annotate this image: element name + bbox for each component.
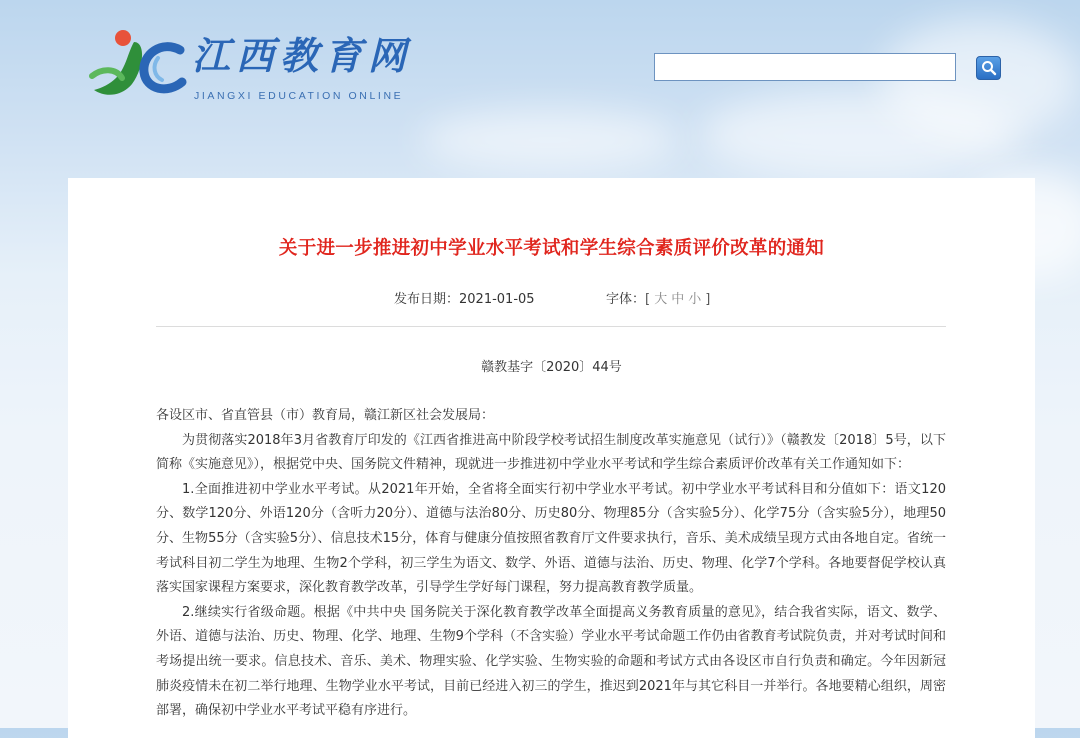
article-paragraph: 2.继续实行省级命题。根据《中共中央 国务院关于深化教育教学改革全面提高义务教育质量的意见》，结合我省实际，语文、数学、外语、道德与法治、历史、物理、化学、地理、生物9个学科（不含实验）学业水平考试命题工作仍由省教育考试院负责，并对考试时间和考场提出统一要求。信息技术、音乐、美术、物理实验、化学实验、生物实验的命题和考试方式由各设区市自行负责和确定。今年因新冠肺炎疫情未在初二举行地理、生物学业水平考试，目前已经进入初三的学生，推迟到2021年与其它科目一并举行。各地要精心组织，周密部署，确保初中学业水平考试平稳有序进行。 [156, 604, 946, 719]
search-input[interactable] [654, 53, 956, 81]
search-button[interactable] [976, 56, 1001, 80]
article-paragraph: 1.全面推进初中学业水平考试。从2021年开始，全省将全面实行初中学业水平考试。初中学业水平考试科目和分值如下：语文120分、数学120分、外语120分（含听力20分）、道德与法治80分、历史80分、物理85分（含实验5分）、化学75分（含实验5分），地理50分、生物55分（含实验5分）、信息技术15分，体育与健康分值按照省教育厅文件要求执行，音乐、美术成绩呈现方式由各地自定。省统一考试科目初二学生为地理、生物2个学科，初三学生为语文、数学、外语、道德与法治、历史、物理、化学7个学科。各地要督促学校认真落实国家课程方案要求，深化教育教学改革，引导学生学好每门课程，努力提高教育教学质量。 [156, 481, 946, 596]
salutation: 各设区市、省直管县（市）教育局，赣江新区社会发展局： [156, 408, 495, 423]
site-subtitle: JIANGXI EDUCATION ONLINE [194, 90, 404, 102]
publish-date [394, 288, 535, 307]
font-size-small[interactable]: 小 [688, 292, 706, 307]
search-icon [981, 60, 997, 76]
document-number: 赣教基字〔2020〕44号 [481, 360, 622, 375]
publish-date-label: 发布日期： [394, 292, 460, 307]
logo-emblem-icon [88, 28, 188, 108]
site-header [0, 0, 1080, 178]
font-size-bracket-close: ] [705, 292, 711, 307]
publish-date-value: 2021-01-05 [459, 292, 535, 307]
site-logo[interactable] [88, 28, 448, 108]
font-size-medium[interactable]: 中 [671, 292, 689, 307]
site-title: 江西教育网 [192, 33, 413, 78]
article-body [156, 404, 946, 724]
article-title: 关于进一步推进初中学业水平考试和学生综合素质评价改革的通知 [278, 238, 825, 259]
article-paragraph: 为贯彻落实2018年3月省教育厅印发的《江西省推进高中阶段学校考试招生制度改革实施意见（试行）》（赣教发〔2018〕5号，以下简称《实施意见》），根据党中央、国务院文件精神，现就进一步推进初中学业水平考试和学生综合素质评价改革有关工作通知如下： [156, 432, 946, 473]
article-panel [68, 178, 1035, 738]
font-size-label: 字体： [606, 292, 646, 307]
header-divider [156, 326, 946, 327]
font-size-large[interactable]: 大 [654, 292, 672, 307]
font-size-selector [606, 288, 710, 307]
font-size-bracket-open: [ [645, 292, 651, 307]
